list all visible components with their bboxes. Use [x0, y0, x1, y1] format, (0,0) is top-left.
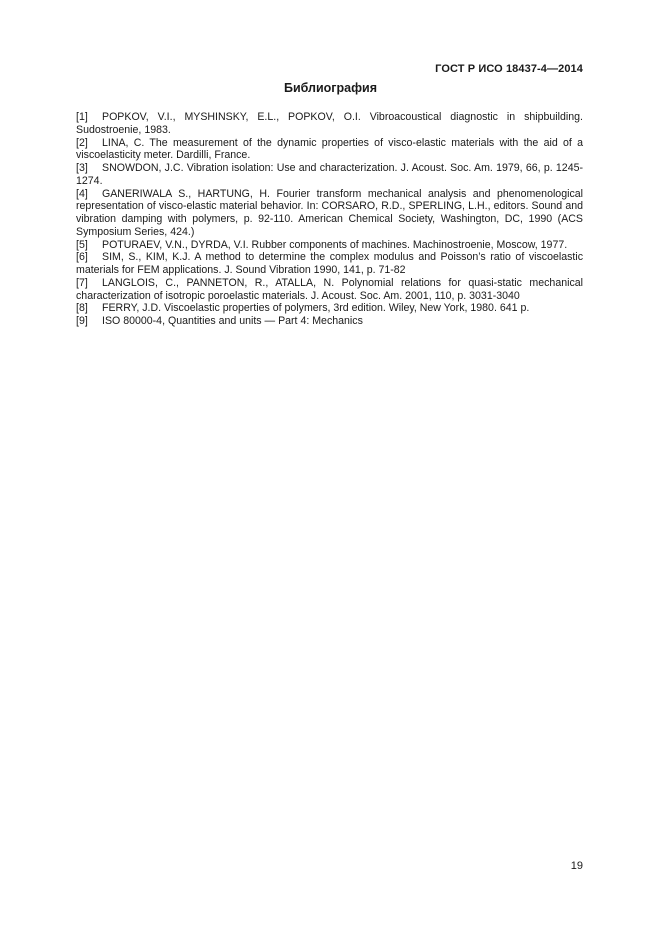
reference-item [76, 277, 583, 303]
page-number: 19 [570, 860, 583, 872]
bibliography-title: Библиография [283, 81, 378, 95]
reference-item [76, 188, 583, 239]
reference-number: [6] [76, 251, 88, 264]
reference-item [76, 111, 583, 137]
reference-number: [3] [76, 162, 88, 174]
reference-number: [9] [76, 315, 88, 327]
reference-number: [1] [76, 111, 88, 123]
reference-item [76, 162, 583, 188]
reference-number: [2] [76, 136, 88, 149]
reference-item [76, 239, 583, 252]
reference-text: ISO 80000-4, Quantities and units — Part 4: Mechanics [102, 315, 363, 327]
reference-text: FERRY, J.D. Viscoelastic properties of polymers, 3rd edition. Wiley, New York, 1980. 641 p. [102, 302, 530, 315]
standard-id: ГОСТ Р ИСО 18437-4—2014 [435, 63, 583, 75]
reference-list [76, 111, 583, 328]
reference-number: [7] [76, 276, 88, 289]
reference-number: [4] [76, 187, 88, 200]
reference-text: SIM, S., KIM, K.J. A method to determine the complex modulus and Poisson’s ratio of viscoelastic materials for FEM applications. J. Sound Vibration 1990, 141, p. 71-82 [76, 251, 583, 276]
reference-text: POPKOV, V.I., MYSHINSKY, E.L., POPKOV, O.I. Vibroacoustical diagnostic in shipbuilding. Sudostroenie, 1983. [76, 111, 583, 136]
reference-number: [8] [76, 302, 88, 315]
reference-item [76, 302, 583, 315]
reference-text: LINA, C. The measurement of the dynamic properties of visco-elastic materials with the aid of a viscoelasticity meter. Dardilli, France. [76, 136, 583, 162]
reference-item [76, 251, 583, 277]
reference-text: LANGLOIS, C., PANNETON, R., ATALLA, N. Polynomial relations for quasi-static mechanical characterization of isotropic poroelastic materials. J. Acoust. Soc. Am. 2001, 110, p. 3031-3040 [76, 276, 583, 302]
reference-text: GANERIWALA S., HARTUNG, H. Fourier transform mechanical analysis and phenomenological representation of visco-elastic material behavior. In: CORSARO, R.D., SPERLING, L.H., editors. Sound and vibration damping with polymers, p. 92-110. American Chemical Society, Washington, DC, 1990 (ACS Symposium Series, 424.) [76, 187, 583, 238]
reference-number: [5] [76, 238, 88, 251]
reference-text: SNOWDON, J.C. Vibration isolation: Use and characterization. J. Acoust. Soc. Am. 1979, 66, p. 1245-1274. [76, 162, 583, 187]
reference-item [76, 315, 583, 328]
reference-item [76, 137, 583, 163]
reference-text: POTURAEV, V.N., DYRDA, V.I. Rubber components of machines. Machinostroenie, Moscow, 1977. [102, 238, 568, 251]
